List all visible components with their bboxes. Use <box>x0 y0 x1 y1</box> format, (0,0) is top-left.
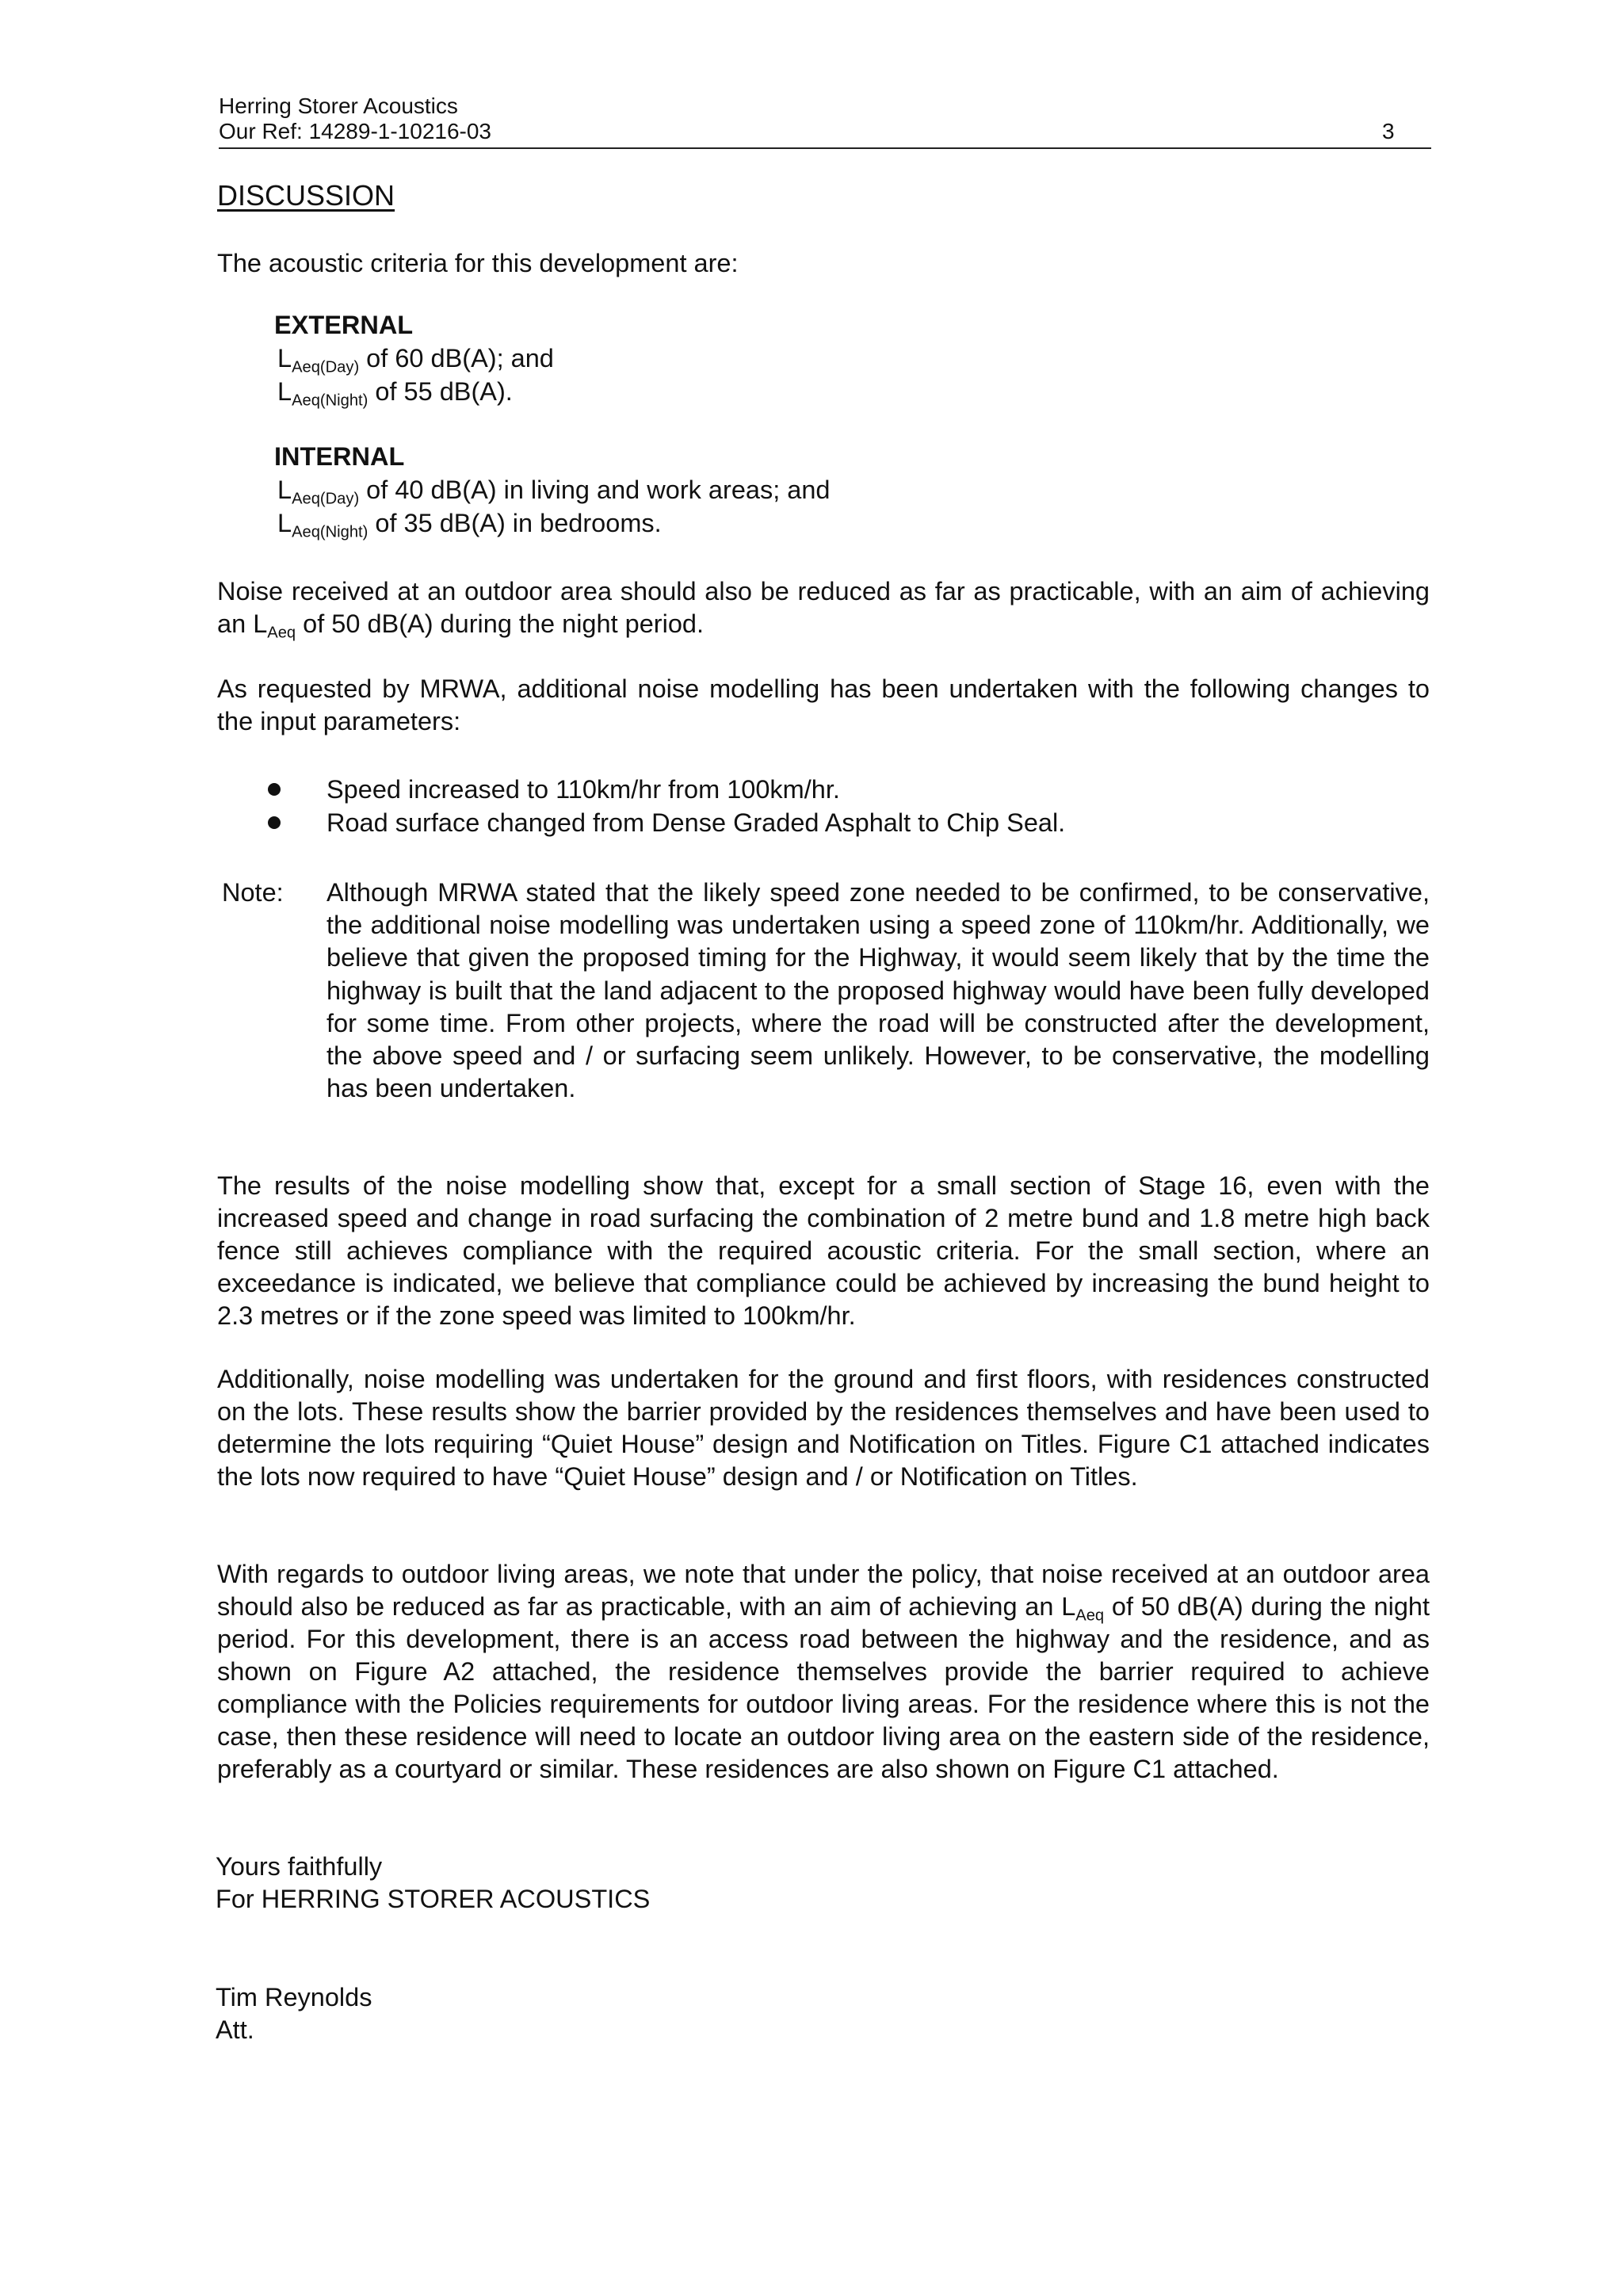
salutation: Yours faithfully <box>216 1852 383 1881</box>
outdoor-area-paragraph: Noise received at an outdoor area should also be reduced as far as practicable, with an aim of achieving an $L_{Aeq}$ of 50 dB(A) during the night period. <box>217 577 1430 642</box>
page-number: 3 <box>1382 119 1395 143</box>
results-paragraph: The results of the noise modelling show that, except for a small section of Stage 16, even with the increased speed and change in road surfacing the combination of 2 metre bund and 1.8 metre high back fence still achieves compliance with the required acoustic criteria. For the small section, where an exceedance is indicated, we believe that compliance could be achieved by increasing the bund height to 2.3 metres or if the zone speed was limited to 100km/hr. <box>217 1171 1430 1330</box>
mrwa-paragraph: As requested by MRWA, additional noise modelling has been undertaken with the following changes to the input parameters: <box>217 674 1430 735</box>
outdoor-living-paragraph: With regards to outdoor living areas, we note that under the policy, that noise received at an outdoor area should also be reduced as far as practicable, with an aim of achieving an $L_{Aeq}$ of 50 dB(A) during the night period. For this development, there is an access road between the highway and the residence, and as shown on Figure A2 attached, the residence themselves provide the barrier required to achieve compliance with the Policies requirements for outdoor living areas. For the residence where this is not the case, then these residence will need to locate an outdoor living area on the eastern side of the residence, preferably as a courtyard or similar. These residences are also shown on Figure C1 attached. <box>217 1560 1430 1783</box>
section-heading: DISCUSSION <box>217 179 395 212</box>
internal-night-criterion: $L_{Aeq(Night)}$ of 35 dB(A) in bedrooms. <box>277 509 662 541</box>
signatory-firm: For HERRING STORER ACOUSTICS <box>216 1885 651 1913</box>
attachments-note: Att. <box>216 2015 254 2044</box>
bullet-item: Speed increased to 110km/hr from 100km/hr. <box>327 775 840 804</box>
bullet-dot <box>268 816 281 829</box>
external-day-criterion: $L_{Aeq(Day)}$ of 60 dB(A); and <box>277 344 554 376</box>
external-criteria-title: EXTERNAL <box>274 311 414 339</box>
note-text: Although MRWA stated that the likely speed zone needed to be confirmed, to be conservative, the additional noise modelling was undertaken using a speed zone of 110km/hr. Additionally, we believe that given the proposed timing for the Highway, it would seem likely that by the time the highway is built that the land adjacent to the proposed highway would have been fully developed for some time. From other projects, where the road will be constructed after the development, the above speed and / or surfacing seem unlikely. However, to be conservative, the modelling has been undertaken. <box>327 878 1430 1103</box>
bullet-dot <box>268 783 281 796</box>
header-reference: Our Ref: 14289-1-10216-03 <box>219 119 491 143</box>
intro-paragraph: The acoustic criteria for this development are: <box>217 249 739 277</box>
bullet-item: Road surface changed from Dense Graded Asphalt to Chip Seal. <box>327 808 1066 837</box>
note-label: Note: <box>222 878 284 907</box>
signatory-name: Tim Reynolds <box>216 1983 372 2011</box>
header-rule <box>219 147 1431 149</box>
header-company: Herring Storer Acoustics <box>219 94 458 118</box>
floors-paragraph: Additionally, noise modelling was undertaken for the ground and first floors, with residences constructed on the lots. These results show the barrier provided by the residences themselves and have been used to determine the lots requiring “Quiet House” design and Notification on Titles. Figure C1 attached indicates the lots now required to have “Quiet House” design and / or Notification on Titles. <box>217 1365 1430 1491</box>
external-night-criterion: $L_{Aeq(Night)}$ of 55 dB(A). <box>277 377 513 410</box>
internal-criteria-title: INTERNAL <box>274 442 405 471</box>
internal-day-criterion: $L_{Aeq(Day)}$ of 40 dB(A) in living and work areas; and <box>277 476 831 508</box>
